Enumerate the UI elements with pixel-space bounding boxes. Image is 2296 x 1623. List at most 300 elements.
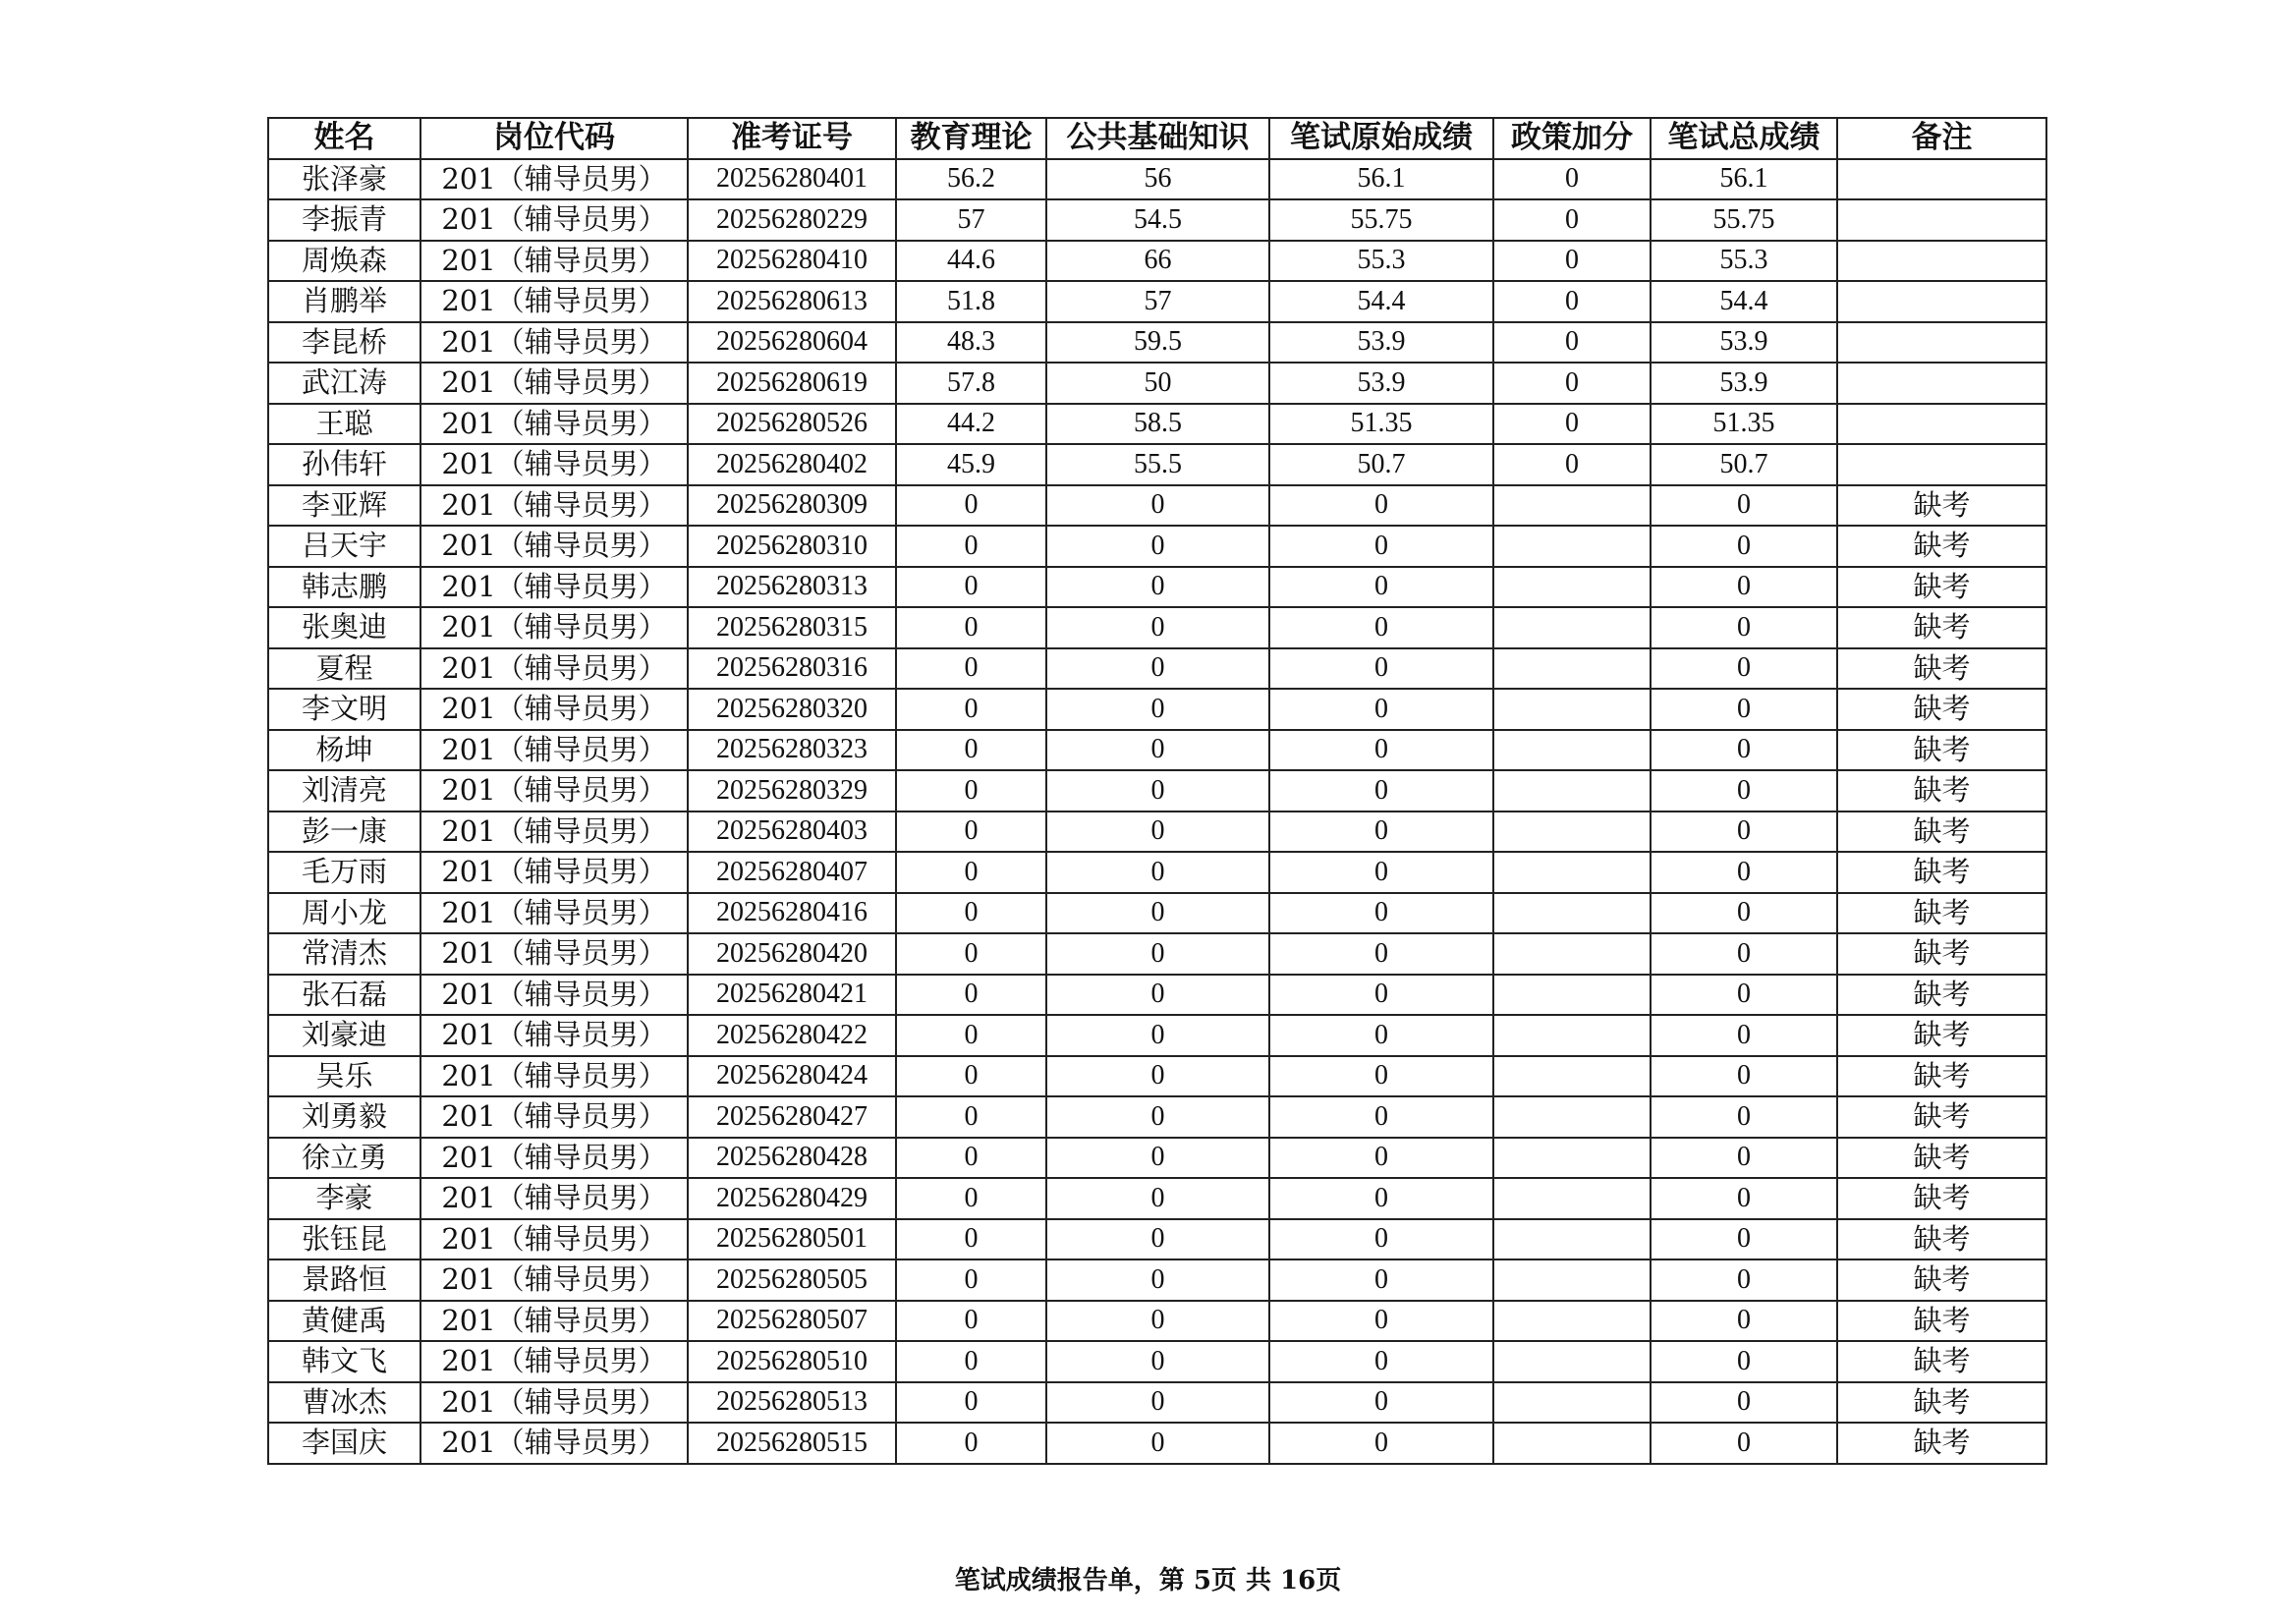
cell-ticket-number: 20256280507 [688, 1301, 896, 1342]
cell-policy-bonus [1493, 893, 1651, 934]
cell-public-knowledge: 56 [1046, 159, 1269, 200]
table-body [268, 159, 2046, 1464]
cell-public-knowledge: 0 [1046, 689, 1269, 730]
cell-raw-score: 0 [1269, 1382, 1493, 1424]
cell-education-theory: 57 [896, 199, 1046, 241]
cell-post-code: 201（辅导员男） [420, 159, 688, 200]
cell-post-code: 201（辅导员男） [420, 852, 688, 893]
cell-policy-bonus [1493, 1382, 1651, 1424]
cell-post-code: 201（辅导员男） [420, 607, 688, 648]
cell-public-knowledge: 0 [1046, 607, 1269, 648]
cell-policy-bonus [1493, 1219, 1651, 1260]
cell-total-score: 53.9 [1651, 322, 1837, 364]
cell-policy-bonus [1493, 812, 1651, 853]
cell-education-theory: 0 [896, 526, 1046, 567]
cell-name: 张奥迪 [268, 607, 420, 648]
cell-public-knowledge: 0 [1046, 485, 1269, 527]
table-row [268, 689, 2046, 730]
cell-total-score: 0 [1651, 812, 1837, 853]
table-header [268, 118, 2046, 159]
cell-remark: 缺考 [1837, 607, 2046, 648]
cell-name: 李国庆 [268, 1423, 420, 1464]
table-row [268, 607, 2046, 648]
table-row [268, 322, 2046, 364]
cell-ticket-number: 20256280613 [688, 281, 896, 322]
cell-name: 吕天宇 [268, 526, 420, 567]
cell-post-code: 201（辅导员男） [420, 1382, 688, 1424]
cell-public-knowledge: 0 [1046, 1423, 1269, 1464]
cell-remark: 缺考 [1837, 485, 2046, 527]
column-header-remark: 备注 [1837, 118, 2046, 159]
cell-total-score: 56.1 [1651, 159, 1837, 200]
table-row [268, 281, 2046, 322]
table-row [268, 404, 2046, 445]
cell-name: 李文明 [268, 689, 420, 730]
cell-policy-bonus [1493, 567, 1651, 608]
cell-remark: 缺考 [1837, 1056, 2046, 1097]
column-header-raw-score: 笔试原始成绩 [1269, 118, 1493, 159]
cell-policy-bonus [1493, 1423, 1651, 1464]
cell-remark: 缺考 [1837, 567, 2046, 608]
cell-education-theory: 44.6 [896, 241, 1046, 282]
cell-public-knowledge: 58.5 [1046, 404, 1269, 445]
cell-public-knowledge: 0 [1046, 1219, 1269, 1260]
cell-public-knowledge: 0 [1046, 812, 1269, 853]
cell-ticket-number: 20256280329 [688, 770, 896, 812]
cell-policy-bonus [1493, 975, 1651, 1016]
cell-total-score: 0 [1651, 1056, 1837, 1097]
cell-ticket-number: 20256280619 [688, 363, 896, 404]
cell-post-code: 201（辅导员男） [420, 199, 688, 241]
cell-post-code: 201（辅导员男） [420, 1015, 688, 1056]
cell-total-score: 0 [1651, 852, 1837, 893]
cell-policy-bonus [1493, 607, 1651, 648]
cell-public-knowledge: 55.5 [1046, 444, 1269, 485]
cell-name: 吴乐 [268, 1056, 420, 1097]
cell-ticket-number: 20256280429 [688, 1178, 896, 1219]
cell-ticket-number: 20256280401 [688, 159, 896, 200]
cell-total-score: 0 [1651, 1219, 1837, 1260]
table-row [268, 852, 2046, 893]
cell-remark: 缺考 [1837, 526, 2046, 567]
cell-total-score: 0 [1651, 1301, 1837, 1342]
score-table [267, 117, 2047, 1465]
table-row [268, 812, 2046, 853]
cell-education-theory: 0 [896, 812, 1046, 853]
cell-ticket-number: 20256280402 [688, 444, 896, 485]
cell-policy-bonus [1493, 485, 1651, 527]
cell-raw-score: 0 [1269, 1096, 1493, 1138]
cell-name: 李豪 [268, 1178, 420, 1219]
cell-public-knowledge: 0 [1046, 1382, 1269, 1424]
cell-raw-score: 0 [1269, 1301, 1493, 1342]
table-row [268, 933, 2046, 975]
cell-post-code: 201（辅导员男） [420, 730, 688, 771]
table-row [268, 1259, 2046, 1301]
cell-remark [1837, 159, 2046, 200]
cell-ticket-number: 20256280421 [688, 975, 896, 1016]
cell-remark [1837, 241, 2046, 282]
cell-name: 彭一康 [268, 812, 420, 853]
cell-name: 刘清亮 [268, 770, 420, 812]
cell-name: 肖鹏举 [268, 281, 420, 322]
column-header-name: 姓名 [268, 118, 420, 159]
cell-education-theory: 0 [896, 1341, 1046, 1382]
cell-name: 武江涛 [268, 363, 420, 404]
cell-remark: 缺考 [1837, 812, 2046, 853]
cell-raw-score: 0 [1269, 1056, 1493, 1097]
cell-policy-bonus: 0 [1493, 199, 1651, 241]
cell-post-code: 201（辅导员男） [420, 893, 688, 934]
cell-name: 景路恒 [268, 1259, 420, 1301]
table-row [268, 199, 2046, 241]
cell-policy-bonus [1493, 1015, 1651, 1056]
cell-total-score: 0 [1651, 1382, 1837, 1424]
cell-remark: 缺考 [1837, 648, 2046, 690]
cell-post-code: 201（辅导员男） [420, 363, 688, 404]
cell-name: 孙伟轩 [268, 444, 420, 485]
table-row [268, 1219, 2046, 1260]
cell-public-knowledge: 0 [1046, 975, 1269, 1016]
cell-post-code: 201（辅导员男） [420, 567, 688, 608]
cell-post-code: 201（辅导员男） [420, 648, 688, 690]
cell-ticket-number: 20256280310 [688, 526, 896, 567]
cell-name: 王聪 [268, 404, 420, 445]
cell-name: 刘豪迪 [268, 1015, 420, 1056]
table-row [268, 893, 2046, 934]
cell-post-code: 201（辅导员男） [420, 1259, 688, 1301]
cell-remark: 缺考 [1837, 852, 2046, 893]
cell-remark [1837, 363, 2046, 404]
cell-remark: 缺考 [1837, 730, 2046, 771]
cell-raw-score: 54.4 [1269, 281, 1493, 322]
cell-education-theory: 0 [896, 933, 1046, 975]
cell-remark: 缺考 [1837, 1219, 2046, 1260]
cell-policy-bonus: 0 [1493, 281, 1651, 322]
table-row [268, 1301, 2046, 1342]
cell-raw-score: 0 [1269, 1138, 1493, 1179]
header-row [268, 118, 2046, 159]
cell-raw-score: 0 [1269, 567, 1493, 608]
table-row [268, 1138, 2046, 1179]
cell-education-theory: 0 [896, 1178, 1046, 1219]
table-row [268, 770, 2046, 812]
cell-education-theory: 0 [896, 485, 1046, 527]
cell-ticket-number: 20256280501 [688, 1219, 896, 1260]
cell-name: 张泽豪 [268, 159, 420, 200]
cell-ticket-number: 20256280416 [688, 893, 896, 934]
cell-ticket-number: 20256280428 [688, 1138, 896, 1179]
cell-public-knowledge: 0 [1046, 852, 1269, 893]
cell-ticket-number: 20256280515 [688, 1423, 896, 1464]
cell-total-score: 0 [1651, 975, 1837, 1016]
cell-raw-score: 0 [1269, 1423, 1493, 1464]
cell-total-score: 50.7 [1651, 444, 1837, 485]
cell-raw-score: 53.9 [1269, 322, 1493, 364]
cell-public-knowledge: 0 [1046, 730, 1269, 771]
cell-total-score: 0 [1651, 607, 1837, 648]
cell-raw-score: 50.7 [1269, 444, 1493, 485]
cell-public-knowledge: 0 [1046, 526, 1269, 567]
cell-policy-bonus: 0 [1493, 241, 1651, 282]
cell-ticket-number: 20256280309 [688, 485, 896, 527]
cell-ticket-number: 20256280410 [688, 241, 896, 282]
cell-public-knowledge: 0 [1046, 1301, 1269, 1342]
cell-ticket-number: 20256280403 [688, 812, 896, 853]
cell-policy-bonus: 0 [1493, 444, 1651, 485]
cell-remark: 缺考 [1837, 1259, 2046, 1301]
cell-name: 毛万雨 [268, 852, 420, 893]
cell-remark: 缺考 [1837, 975, 2046, 1016]
cell-education-theory: 0 [896, 1219, 1046, 1260]
cell-post-code: 201（辅导员男） [420, 1138, 688, 1179]
cell-policy-bonus [1493, 526, 1651, 567]
cell-post-code: 201（辅导员男） [420, 322, 688, 364]
cell-ticket-number: 20256280323 [688, 730, 896, 771]
table-row [268, 444, 2046, 485]
cell-total-score: 0 [1651, 933, 1837, 975]
cell-ticket-number: 20256280316 [688, 648, 896, 690]
table-row [268, 730, 2046, 771]
cell-education-theory: 48.3 [896, 322, 1046, 364]
cell-remark: 缺考 [1837, 1015, 2046, 1056]
cell-education-theory: 0 [896, 1056, 1046, 1097]
cell-raw-score: 0 [1269, 730, 1493, 771]
cell-name: 李昆桥 [268, 322, 420, 364]
cell-total-score: 0 [1651, 893, 1837, 934]
cell-policy-bonus [1493, 1138, 1651, 1179]
cell-education-theory: 51.8 [896, 281, 1046, 322]
cell-public-knowledge: 0 [1046, 1056, 1269, 1097]
cell-name: 韩文飞 [268, 1341, 420, 1382]
cell-policy-bonus [1493, 730, 1651, 771]
cell-raw-score: 53.9 [1269, 363, 1493, 404]
cell-education-theory: 0 [896, 567, 1046, 608]
cell-remark [1837, 404, 2046, 445]
cell-total-score: 0 [1651, 1096, 1837, 1138]
cell-post-code: 201（辅导员男） [420, 1423, 688, 1464]
cell-post-code: 201（辅导员男） [420, 1056, 688, 1097]
cell-remark: 缺考 [1837, 770, 2046, 812]
column-header-education-theory: 教育理论 [896, 118, 1046, 159]
cell-raw-score: 0 [1269, 1219, 1493, 1260]
cell-raw-score: 0 [1269, 526, 1493, 567]
cell-ticket-number: 20256280315 [688, 607, 896, 648]
cell-policy-bonus: 0 [1493, 363, 1651, 404]
cell-raw-score: 0 [1269, 975, 1493, 1016]
table-row [268, 159, 2046, 200]
table-row [268, 648, 2046, 690]
cell-total-score: 0 [1651, 1341, 1837, 1382]
cell-remark: 缺考 [1837, 1382, 2046, 1424]
cell-ticket-number: 20256280424 [688, 1056, 896, 1097]
cell-education-theory: 57.8 [896, 363, 1046, 404]
cell-raw-score: 0 [1269, 893, 1493, 934]
cell-raw-score: 0 [1269, 933, 1493, 975]
cell-name: 杨坤 [268, 730, 420, 771]
page-footer: 笔试成绩报告单，第 5页 共 16页 [954, 1566, 1342, 1595]
column-header-public-knowledge: 公共基础知识 [1046, 118, 1269, 159]
cell-remark [1837, 199, 2046, 241]
cell-remark: 缺考 [1837, 689, 2046, 730]
cell-remark: 缺考 [1837, 893, 2046, 934]
cell-name: 李亚辉 [268, 485, 420, 527]
table-row [268, 567, 2046, 608]
cell-post-code: 201（辅导员男） [420, 1096, 688, 1138]
cell-post-code: 201（辅导员男） [420, 1341, 688, 1382]
cell-public-knowledge: 0 [1046, 1178, 1269, 1219]
cell-education-theory: 56.2 [896, 159, 1046, 200]
cell-education-theory: 44.2 [896, 404, 1046, 445]
cell-total-score: 0 [1651, 1259, 1837, 1301]
cell-policy-bonus [1493, 648, 1651, 690]
cell-total-score: 0 [1651, 1178, 1837, 1219]
cell-education-theory: 45.9 [896, 444, 1046, 485]
cell-policy-bonus [1493, 933, 1651, 975]
cell-raw-score: 56.1 [1269, 159, 1493, 200]
table-row [268, 526, 2046, 567]
cell-name: 周小龙 [268, 893, 420, 934]
cell-raw-score: 0 [1269, 770, 1493, 812]
cell-education-theory: 0 [896, 1015, 1046, 1056]
cell-ticket-number: 20256280526 [688, 404, 896, 445]
cell-policy-bonus [1493, 1301, 1651, 1342]
cell-total-score: 0 [1651, 1138, 1837, 1179]
cell-name: 周焕森 [268, 241, 420, 282]
cell-ticket-number: 20256280513 [688, 1382, 896, 1424]
cell-post-code: 201（辅导员男） [420, 933, 688, 975]
cell-remark: 缺考 [1837, 1138, 2046, 1179]
cell-post-code: 201（辅导员男） [420, 975, 688, 1016]
cell-raw-score: 0 [1269, 812, 1493, 853]
cell-raw-score: 55.75 [1269, 199, 1493, 241]
cell-name: 徐立勇 [268, 1138, 420, 1179]
cell-post-code: 201（辅导员男） [420, 241, 688, 282]
cell-policy-bonus [1493, 852, 1651, 893]
cell-education-theory: 0 [896, 1382, 1046, 1424]
cell-total-score: 55.3 [1651, 241, 1837, 282]
cell-policy-bonus: 0 [1493, 404, 1651, 445]
cell-public-knowledge: 0 [1046, 1341, 1269, 1382]
cell-policy-bonus [1493, 1096, 1651, 1138]
cell-ticket-number: 20256280313 [688, 567, 896, 608]
cell-education-theory: 0 [896, 893, 1046, 934]
cell-raw-score: 0 [1269, 1341, 1493, 1382]
cell-total-score: 0 [1651, 485, 1837, 527]
table-row [268, 1056, 2046, 1097]
cell-total-score: 0 [1651, 526, 1837, 567]
cell-education-theory: 0 [896, 1301, 1046, 1342]
cell-name: 刘勇毅 [268, 1096, 420, 1138]
column-header-total-score: 笔试总成绩 [1651, 118, 1837, 159]
cell-education-theory: 0 [896, 730, 1046, 771]
cell-public-knowledge: 0 [1046, 648, 1269, 690]
cell-name: 黄健禹 [268, 1301, 420, 1342]
cell-name: 张石磊 [268, 975, 420, 1016]
cell-ticket-number: 20256280510 [688, 1341, 896, 1382]
cell-education-theory: 0 [896, 975, 1046, 1016]
cell-remark: 缺考 [1837, 1341, 2046, 1382]
cell-education-theory: 0 [896, 1423, 1046, 1464]
cell-name: 韩志鹏 [268, 567, 420, 608]
cell-raw-score: 51.35 [1269, 404, 1493, 445]
cell-public-knowledge: 0 [1046, 770, 1269, 812]
table-row [268, 241, 2046, 282]
cell-ticket-number: 20256280604 [688, 322, 896, 364]
cell-public-knowledge: 0 [1046, 1259, 1269, 1301]
cell-ticket-number: 20256280320 [688, 689, 896, 730]
cell-post-code: 201（辅导员男） [420, 1219, 688, 1260]
table-row [268, 1382, 2046, 1424]
table-row [268, 1015, 2046, 1056]
cell-ticket-number: 20256280407 [688, 852, 896, 893]
cell-remark: 缺考 [1837, 1178, 2046, 1219]
cell-raw-score: 0 [1269, 1178, 1493, 1219]
cell-public-knowledge: 57 [1046, 281, 1269, 322]
cell-public-knowledge: 0 [1046, 567, 1269, 608]
cell-name: 常清杰 [268, 933, 420, 975]
cell-raw-score: 0 [1269, 1015, 1493, 1056]
cell-post-code: 201（辅导员男） [420, 1178, 688, 1219]
cell-total-score: 0 [1651, 1423, 1837, 1464]
cell-public-knowledge: 0 [1046, 1015, 1269, 1056]
cell-total-score: 0 [1651, 1015, 1837, 1056]
cell-post-code: 201（辅导员男） [420, 812, 688, 853]
cell-post-code: 201（辅导员男） [420, 770, 688, 812]
cell-policy-bonus [1493, 1056, 1651, 1097]
cell-name: 曹冰杰 [268, 1382, 420, 1424]
cell-remark: 缺考 [1837, 1423, 2046, 1464]
cell-total-score: 54.4 [1651, 281, 1837, 322]
cell-post-code: 201（辅导员男） [420, 1301, 688, 1342]
cell-public-knowledge: 0 [1046, 933, 1269, 975]
cell-raw-score: 0 [1269, 485, 1493, 527]
cell-raw-score: 0 [1269, 852, 1493, 893]
cell-public-knowledge: 0 [1046, 893, 1269, 934]
cell-education-theory: 0 [896, 852, 1046, 893]
cell-policy-bonus: 0 [1493, 322, 1651, 364]
table-row [268, 363, 2046, 404]
cell-remark: 缺考 [1837, 933, 2046, 975]
column-header-policy-bonus: 政策加分 [1493, 118, 1651, 159]
cell-education-theory: 0 [896, 1138, 1046, 1179]
table-row [268, 485, 2046, 527]
cell-raw-score: 0 [1269, 648, 1493, 690]
cell-policy-bonus [1493, 770, 1651, 812]
cell-post-code: 201（辅导员男） [420, 689, 688, 730]
cell-policy-bonus [1493, 1341, 1651, 1382]
cell-raw-score: 0 [1269, 689, 1493, 730]
cell-total-score: 51.35 [1651, 404, 1837, 445]
cell-total-score: 0 [1651, 567, 1837, 608]
cell-education-theory: 0 [896, 689, 1046, 730]
cell-ticket-number: 20256280427 [688, 1096, 896, 1138]
cell-raw-score: 0 [1269, 607, 1493, 648]
cell-public-knowledge: 54.5 [1046, 199, 1269, 241]
cell-total-score: 0 [1651, 648, 1837, 690]
cell-remark: 缺考 [1837, 1096, 2046, 1138]
cell-education-theory: 0 [896, 770, 1046, 812]
cell-post-code: 201（辅导员男） [420, 526, 688, 567]
cell-public-knowledge: 66 [1046, 241, 1269, 282]
cell-total-score: 53.9 [1651, 363, 1837, 404]
cell-post-code: 201（辅导员男） [420, 444, 688, 485]
cell-ticket-number: 20256280229 [688, 199, 896, 241]
cell-raw-score: 0 [1269, 1259, 1493, 1301]
cell-policy-bonus [1493, 689, 1651, 730]
cell-policy-bonus [1493, 1259, 1651, 1301]
cell-remark: 缺考 [1837, 1301, 2046, 1342]
